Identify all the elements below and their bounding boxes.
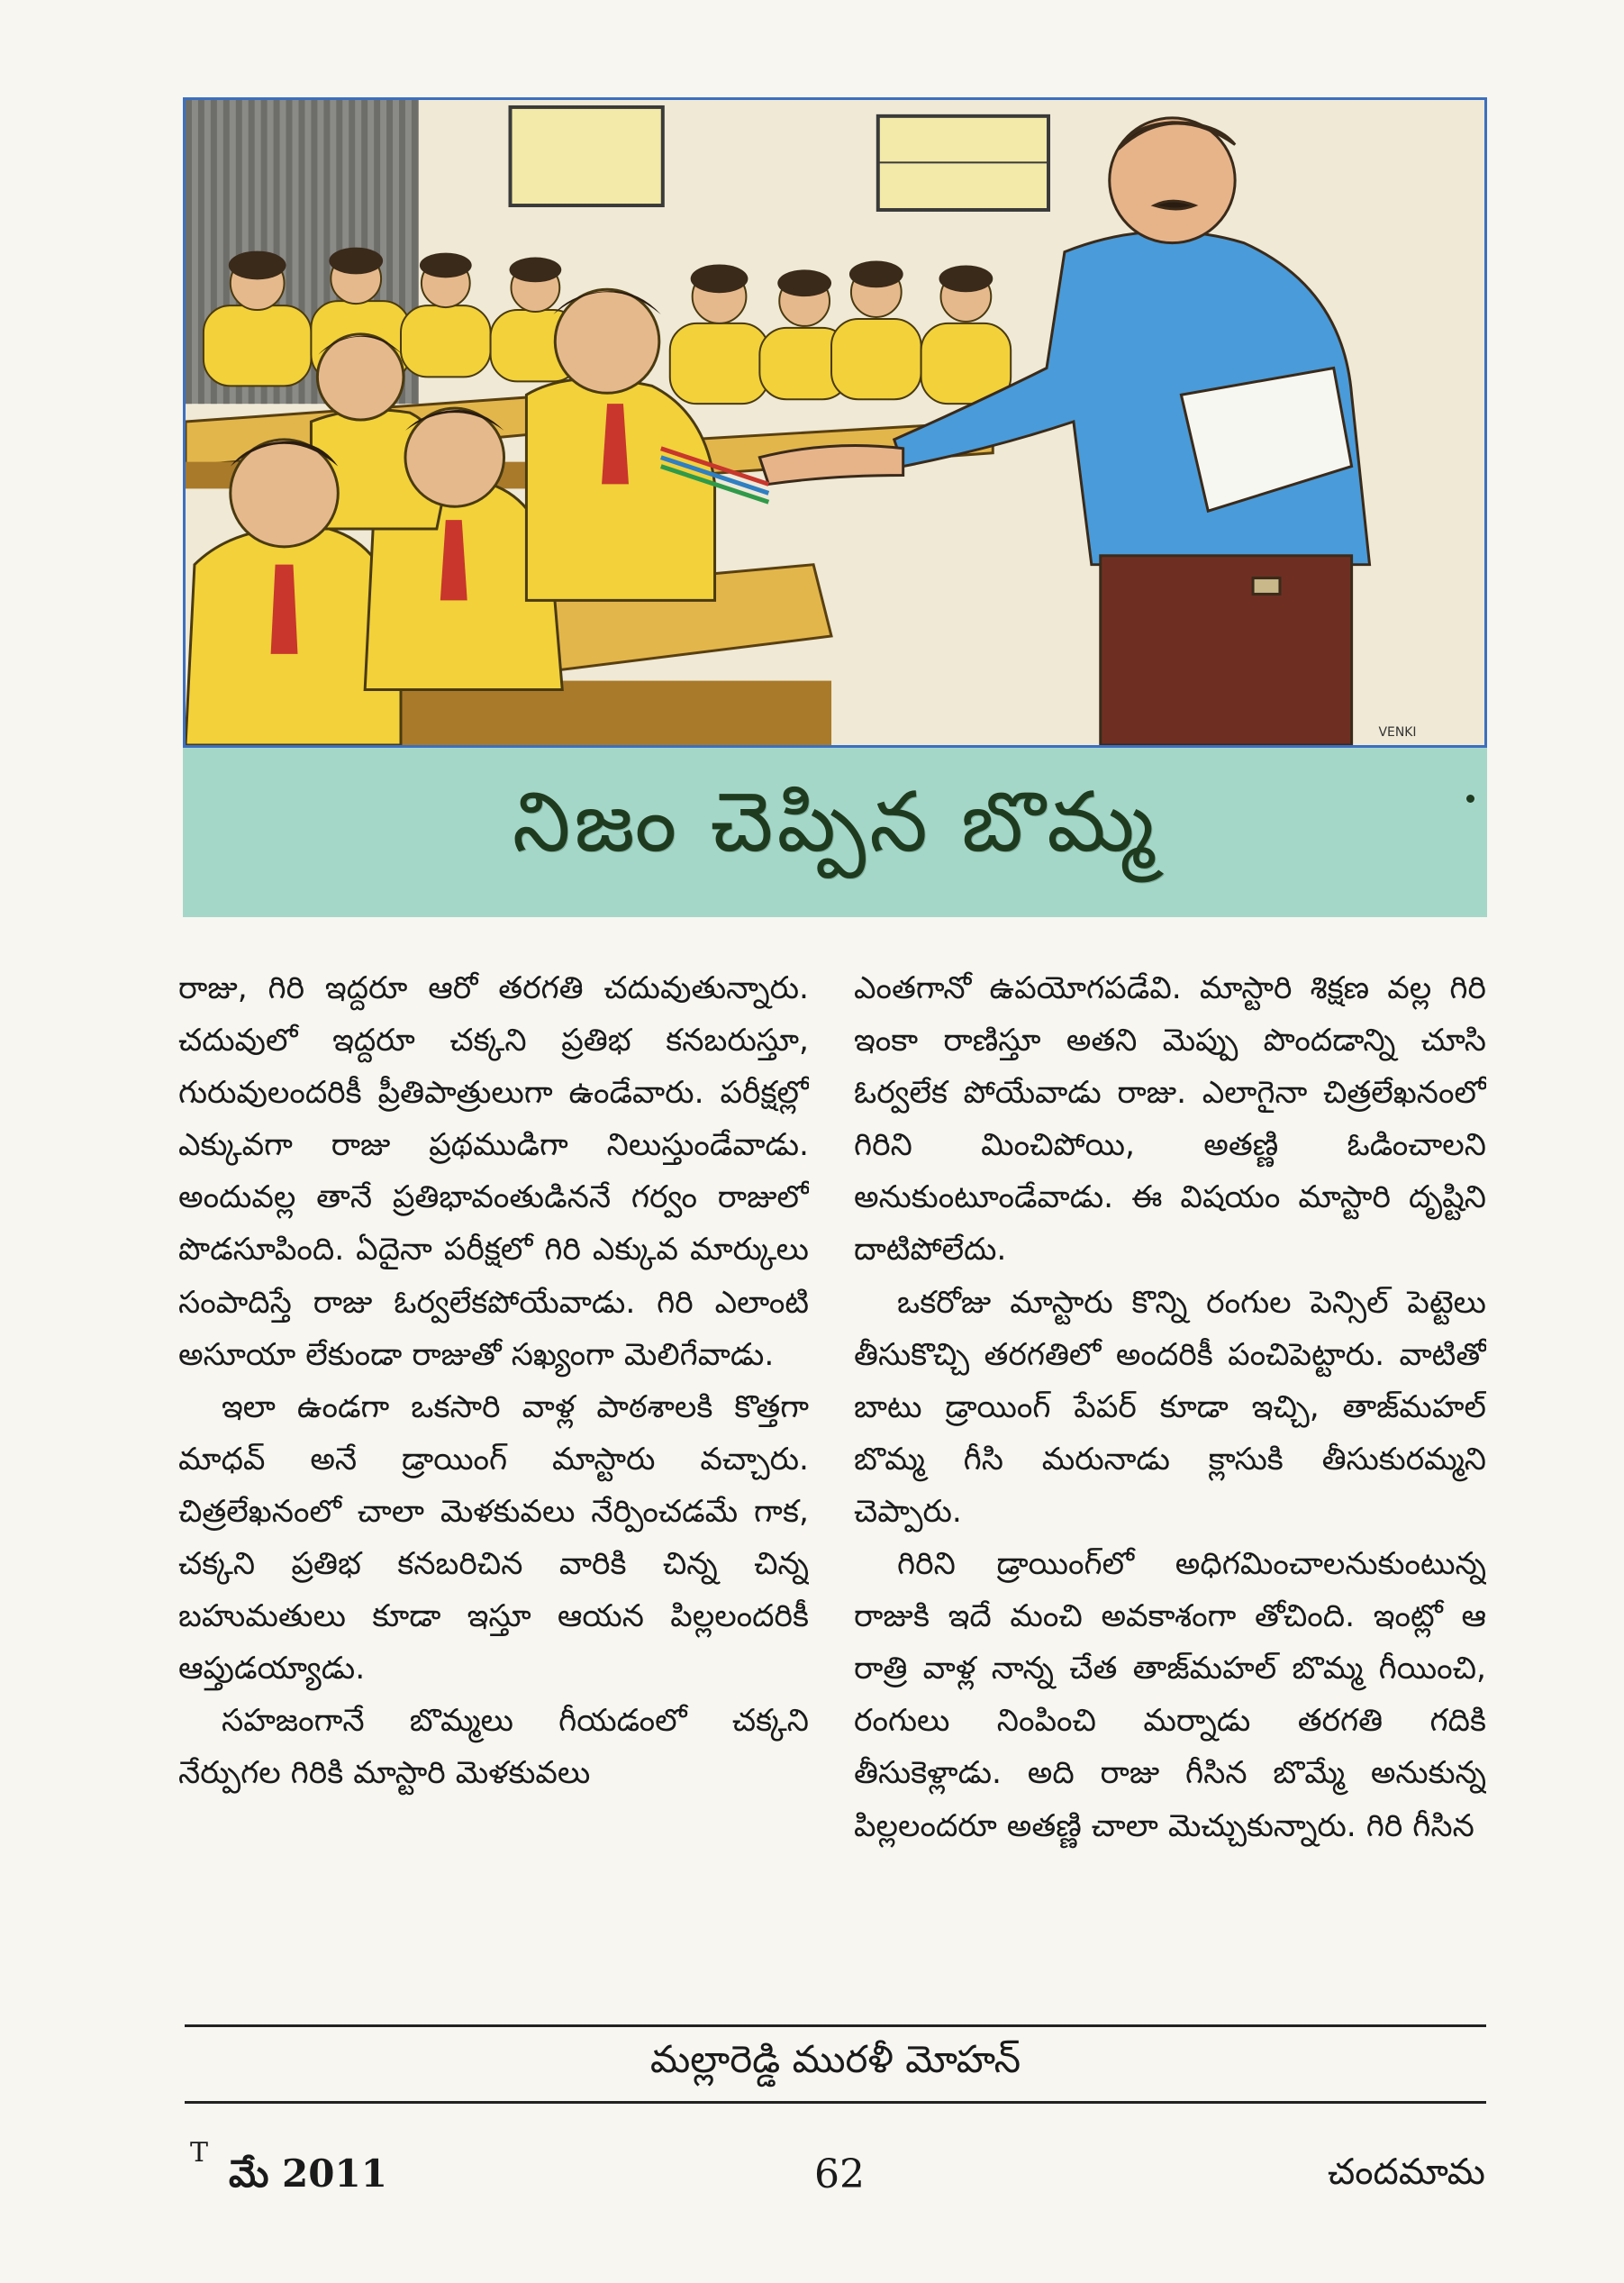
paragraph-4: ఎంతగానో ఉపయోగపడేవి. మాస్టారి శిక్షణ వల్ల గిరి ఇంకా రాణిస్తూ అతని మెప్పు పొందడాన్ని చూసి ఓర్వలేక పోయేవాడు రాజు. ఎలాగైనా చిత్రలేఖనంలో గిరిని మించిపోయి, అతణ్ణి ఓడించాలని అనుకుంటూండేవాడు. ఈ విషయం మాస్టారి దృష్టిని దాటిపోలేదు.: [854, 970, 1486, 1269]
author-name: మల్లారెడ్డి మురళీ మోహన్: [649, 2037, 1021, 2081]
title-decoration-dot: [1466, 795, 1474, 803]
text-column-right: [854, 962, 1486, 2007]
paragraph-1: రాజు, గిరి ఇద్దరూ ఆరో తరగతి చదువుతున్నారు. చదువులో ఇద్దరూ చక్కని ప్రతిభ కనబరుస్తూ, గురువులందరికీ ప్రీతిపాత్రులుగా ఉండేవారు. పరీక్షల్లో ఎక్కువగా రాజు ప్రథముడిగా నిలుస్తుండేవాడు. అందువల్ల తానే ప్రతిభావంతుడిననే గర్వం రాజులో పొడసూపింది. ఏదైనా పరీక్షలో గిరి ఎక్కువ మార్కులు సంపాదిస్తే రాజు ఓర్వలేకపోయేవాడు. గిరి ఎలాంటి అసూయా లేకుండా రాజుతో సఖ్యంగా మెలిగేవాడు.: [178, 970, 809, 1373]
story-title: నిజం చెప్పిన బొమ్మ: [512, 774, 1158, 870]
page-number: 62: [814, 2151, 865, 2197]
classroom-illustration: [186, 100, 1484, 745]
footer-code: T: [190, 2137, 209, 2169]
illustration-signature: VENKI: [1378, 725, 1417, 741]
author-rule-bottom: [185, 2101, 1486, 2104]
paragraph-2: ఇలా ఉండగా ఒకసారి వాళ్ల పాఠశాలకి కొత్తగా మాధవ్ అనే డ్రాయింగ్ మాస్టారు వచ్చారు. చిత్రలేఖనంలో చాలా మెళకువలు నేర్పించడమే గాక, చక్కని ప్రతిభ కనబరిచిన వారికి చిన్న చిన్న బహుమతులు కూడా ఇస్తూ ఆయన పిల్లలందరికీ ఆప్తుడయ్యాడు.: [178, 1388, 809, 1687]
title-banner: [183, 748, 1487, 917]
paragraph-5: ఒకరోజు మాస్టారు కొన్ని రంగుల పెన్సిల్ పెట్టెలు తీసుకొచ్చి తరగతిలో అందరికీ పంచిపెట్టారు. వాటితో బాటు డ్రాయింగ్ పేపర్ కూడా ఇచ్చి, తాజ్‌మహల్ బొమ్మ గీసి మరునాడు క్లాసుకి తీసుకురమ్మని చెప్పారు.: [854, 1284, 1486, 1530]
story-illustration: [183, 97, 1487, 748]
magazine-name: చందమామ: [1327, 2151, 1485, 2193]
footer-issue-date: మే 2011: [229, 2151, 387, 2196]
text-column-left: [178, 962, 809, 2007]
paragraph-6: గిరిని డ్రాయింగ్‌లో అధిగమించాలనుకుంటున్న రాజుకి ఇదే మంచి అవకాశంగా తోచింది. ఇంట్లో ఆ రాత్రి వాళ్ల నాన్న చేత తాజ్‌మహల్ బొమ్మ గీయించి, రంగులు నింపించి మర్నాడు తరగతి గదికి తీసుకెళ్లాడు. అది రాజు గీసిన బొమ్మే అనుకున్న పిల్లలందరూ అతణ్ణి చాలా మెచ్చుకున్నారు. గిరి గీసిన: [854, 1546, 1486, 1844]
paragraph-3: సహజంగానే బొమ్మలు గీయడంలో చక్కని నేర్పుగల గిరికి మాస్టారి మెళకువలు: [178, 1703, 809, 1792]
